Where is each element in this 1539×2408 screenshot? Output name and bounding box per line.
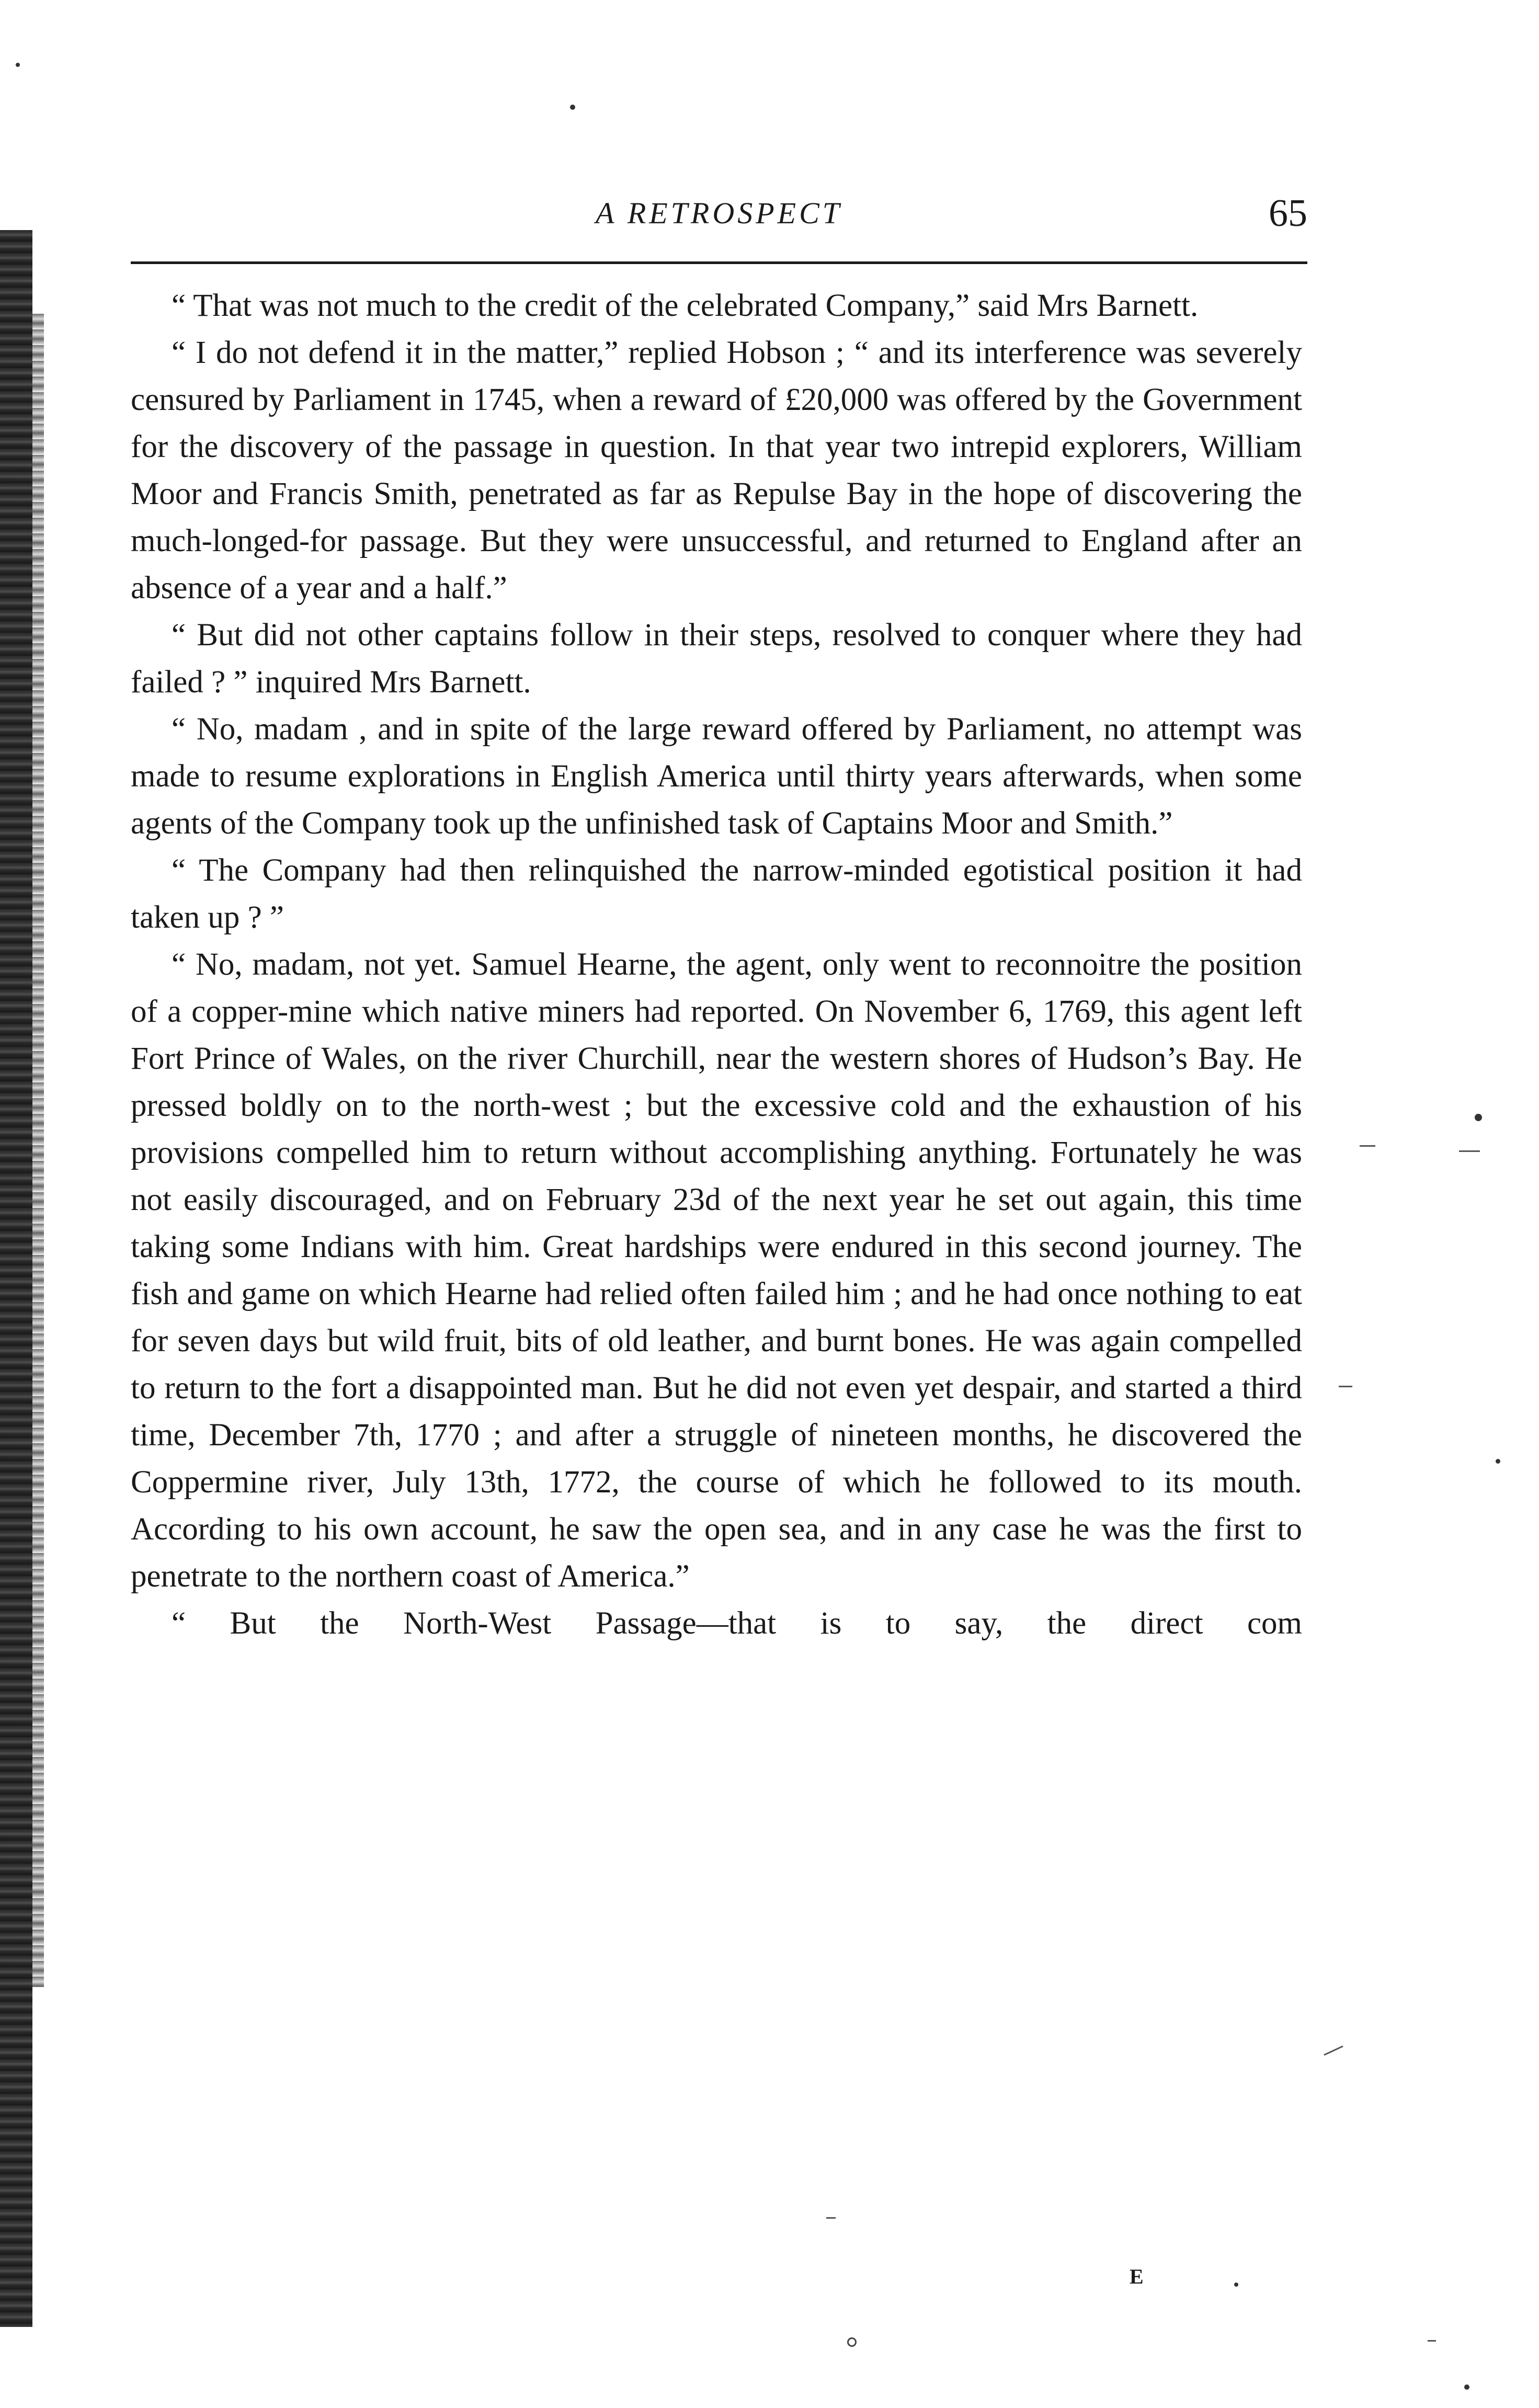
binding-edge [0, 230, 32, 2327]
scan-mark [1339, 1386, 1352, 1387]
paragraph: “ The Company had then relinquished the narrow-minded egotistical position it had taken up ? ” [131, 853, 1302, 935]
signature-mark: E [1130, 2265, 1144, 2288]
scan-speck [570, 105, 575, 110]
scan-speck [847, 2337, 857, 2347]
page-header [131, 191, 1307, 249]
header-rule [131, 261, 1307, 264]
scan-speck [1496, 1459, 1500, 1464]
paragraph: “ No, madam, not yet. Samuel Hearne, the agent, only went to reconnoitre the position of a copper-mine which native miners had reported. On November 6, 1769, this agent left Fort Prince of Wales, on the river Churchill, near the western shores of Hudson’s Bay. He pressed boldly on to the north-west ; but the excessive cold and the exhaustion of his provisions compelled him to return without accomplishing anything. Fortunately he was not easily discouraged, and on February 23d of the next year he set out again, this time taking some Indians with him. Great hardships were endured in this second journey. The fish and game on which Hearne had relied often failed him ; and he had once nothing to eat for seven days but wild fruit, bits of old leather, and burnt bones. He was again compelled to return to the fort a disappointed man. But he did not even yet despair, and started a third time, December 7th, 1770 ; and after a struggle of nineteen months, he discovered the Coppermine river, July 13th, 1772, the course of which he followed to its mouth. According to his own account, he saw the open sea, and in any case he was the first to penetrate to the northern coast of America.” [131, 947, 1302, 1594]
scan-speck [1234, 2283, 1238, 2287]
paragraph: “ But the North-West Passage—that is to say, the direct com [172, 1606, 1302, 1641]
scan-speck [1475, 1114, 1482, 1121]
binding-shadow [32, 314, 44, 1987]
paragraph: “ I do not defend it in the matter,” replied Hobson ; “ and its interference was severely censured by Parliament in 1745, when a reward of £20,000 was offered by the Government for the discovery of the passage in question. In that year two intrepid explorers, William Moor and Francis Smith, penetrated as far as Repulse Bay in the hope of discovering the much-longed-for passage. But they were unsuccessful, and returned to England after an absence of a year and a half.” [131, 335, 1302, 606]
scan-mark [1324, 2046, 1343, 2056]
paragraph: “ No, madam , and in spite of the large reward offered by Parliament, no attempt was made to resume explorations in English America until thirty years afterwards, when some agents of the Company took up the unfinished task of Captains Moor and Smith.” [131, 712, 1302, 841]
scan-mark [1459, 1150, 1480, 1152]
scan-speck [16, 63, 20, 67]
scan-speck [1464, 2384, 1469, 2390]
body-text [131, 282, 1302, 1647]
running-title: A RETROSPECT [595, 196, 843, 230]
scan-mark [1360, 1145, 1375, 1147]
scan-mark [1428, 2340, 1436, 2342]
paragraph: “ But did not other captains follow in their steps, resolved to conquer where they had failed ? ” inquired Mrs Barnett. [131, 618, 1302, 700]
page-number: 65 [1269, 192, 1307, 235]
scan-mark [826, 2217, 836, 2219]
paragraph: “ That was not much to the credit of the celebrated Company,” said Mrs Barnett. [172, 288, 1199, 323]
